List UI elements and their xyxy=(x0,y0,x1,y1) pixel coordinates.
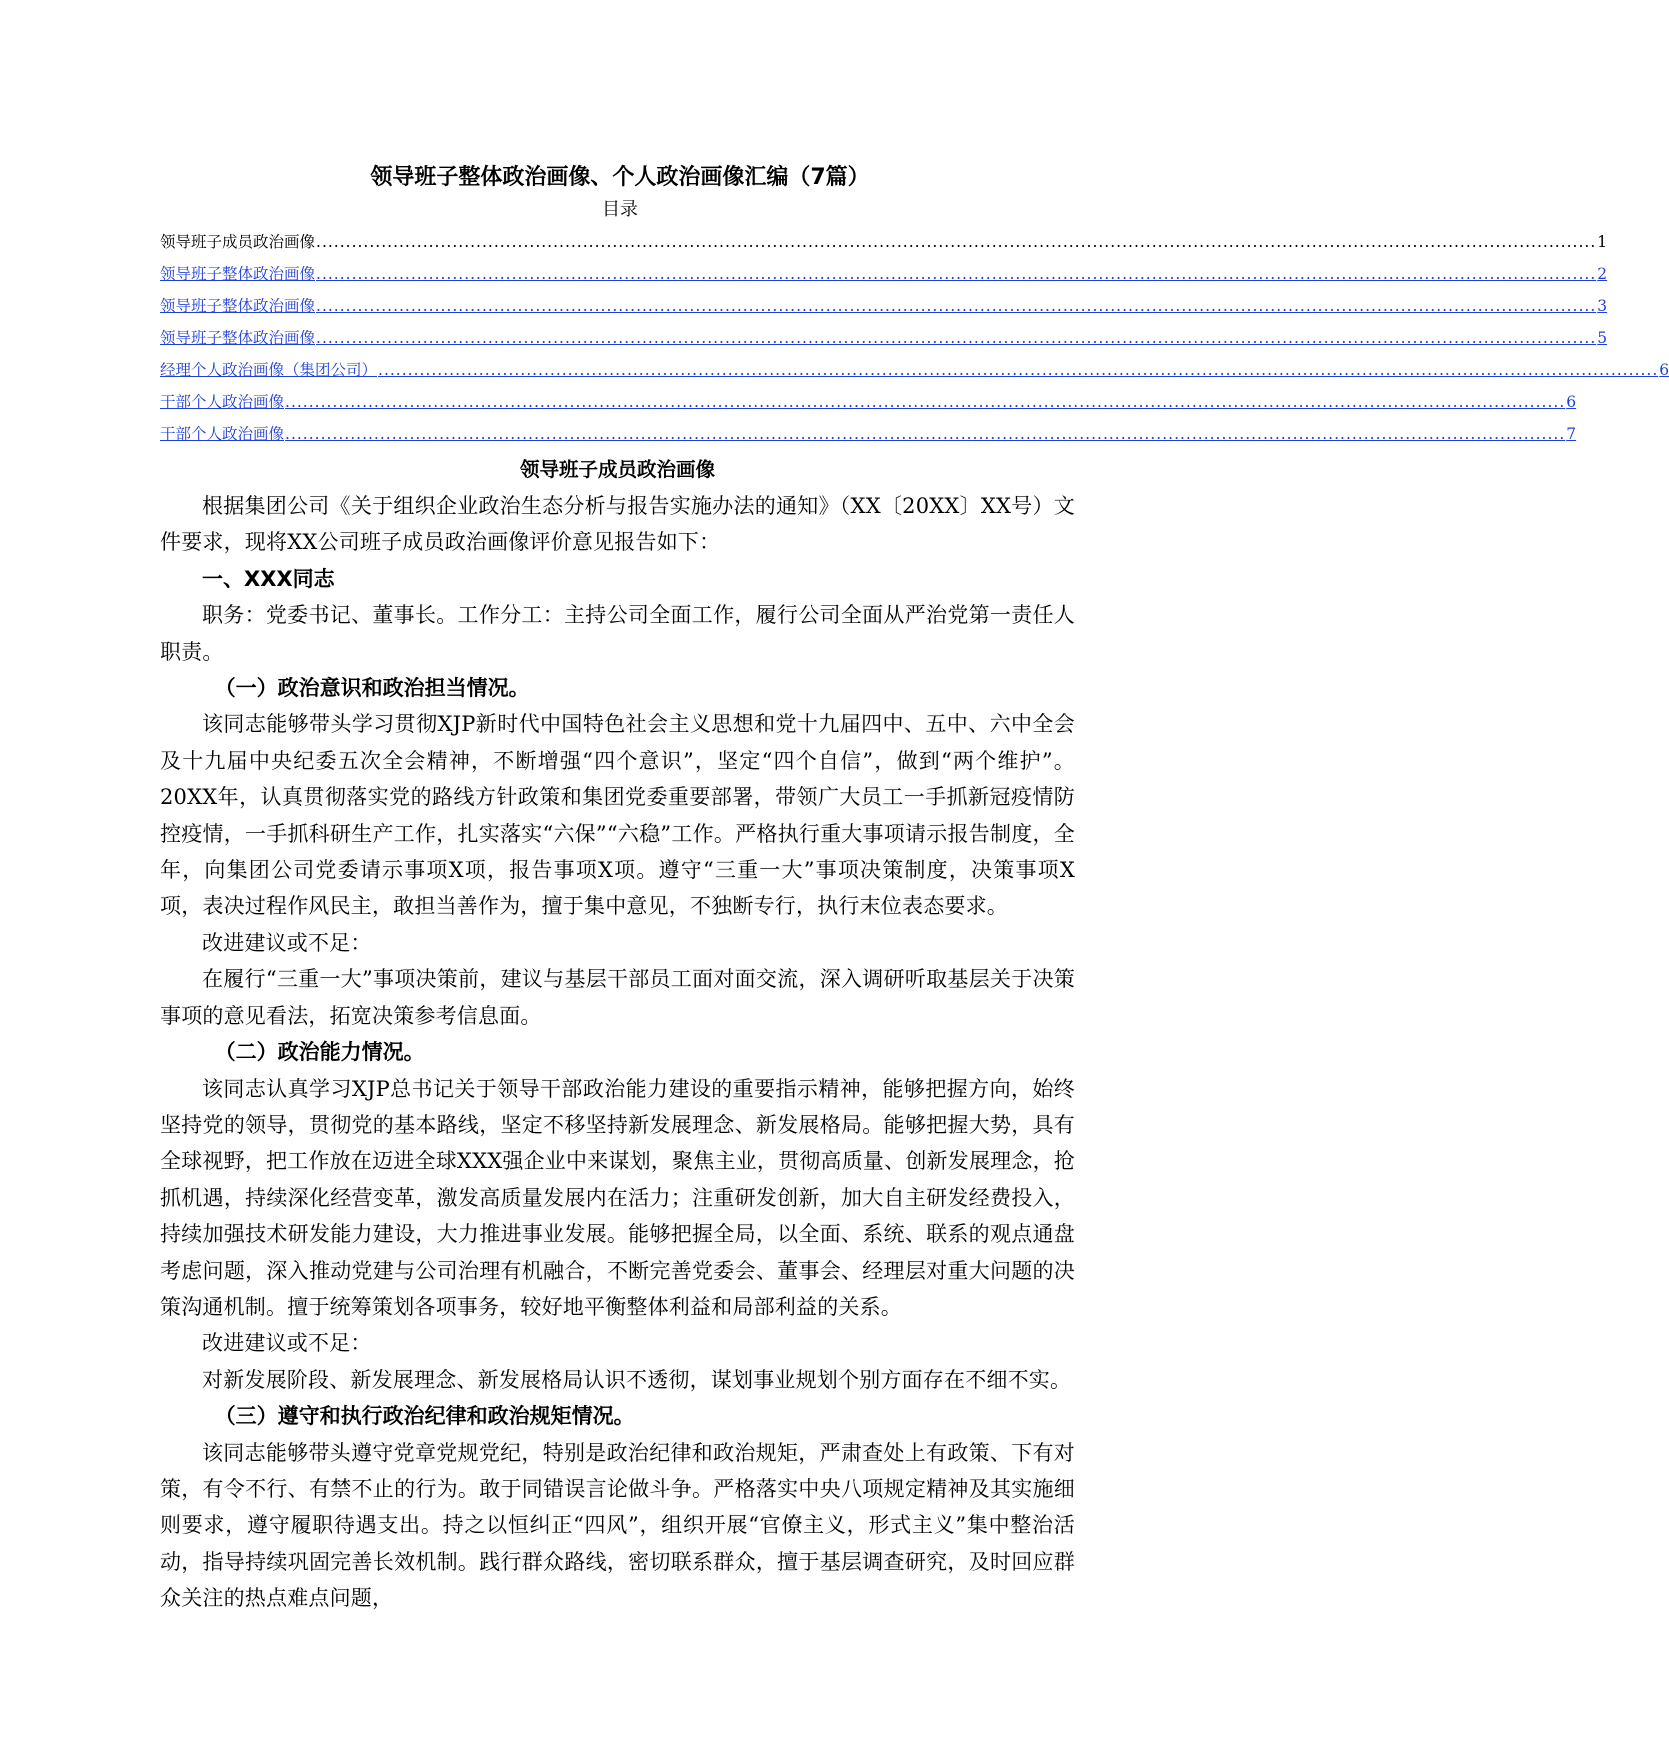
toc-entry-page: 6 xyxy=(1566,393,1577,411)
toc-entry-title: 干部个人政治画像 xyxy=(160,393,285,411)
toc-leader: ........................................................................................................................................................................................................................ xyxy=(316,265,1597,283)
toc-entry-page: 3 xyxy=(1597,297,1608,315)
advice-paragraph: 在履行“三重一大”事项决策前，建议与基层干部员工面对面交流，深入调研听取基层关于决策事项的意见看法，拓宽决策参考信息面。 xyxy=(160,967,1075,1028)
toc-entry-page: 2 xyxy=(1597,265,1608,283)
toc-leader: ........................................................................................................................................................................................................................ xyxy=(316,233,1597,251)
toc-entry-title: 经理个人政治画像（集团公司） xyxy=(160,361,378,379)
document-body xyxy=(160,452,1075,1617)
toc-entry-page: 5 xyxy=(1597,329,1608,347)
body-paragraph: 该同志能够带头遵守党章党规党纪，特别是政治纪律和政治规矩，严肃查处上有政策、下有对策，有令不行、有禁不止的行为。敢于同错误言论做斗争。严格落实中央八项规定精神及其实施细则要求，遵守履职待遇支出。持之以恒纠正“四风”，组织开展“官僚主义，形式主义”集中整治活动，指导持续巩固完善长效机制。践行群众路线，密切联系群众，擅于基层调查研究，及时回应群众关注的热点难点问题， xyxy=(160,1440,1075,1611)
advice-paragraph: 对新发展阶段、新发展理念、新发展格局认识不透彻，谋划事业规划个别方面存在不细不实。 xyxy=(202,1367,1072,1392)
section-title: 领导班子成员政治画像 xyxy=(519,458,715,481)
advice-label: 改进建议或不足： xyxy=(202,1331,372,1356)
toc-leader: ........................................................................................................................................................................................................................ xyxy=(316,297,1597,315)
toc-entry-page: 6 xyxy=(1659,361,1669,379)
toc-entry-link[interactable] xyxy=(160,386,1577,418)
document-title: 领导班子整体政治画像、个人政治画像汇编（7篇） xyxy=(370,165,870,190)
subsection-heading: （一）政治意识和政治担当情况。 xyxy=(214,676,530,701)
toc-entry-link[interactable] xyxy=(160,290,1608,322)
toc-entry-title: 领导班子整体政治画像 xyxy=(160,329,316,347)
toc-entry[interactable] xyxy=(160,226,1608,258)
intro-paragraph: 根据集团公司《关于组织企业政治生态分析与报告实施办法的通知》（XX〔20XX〕XX号）文件要求，现将XX公司班子成员政治画像评价意见报告如下： xyxy=(160,494,1075,555)
toc-entry-link[interactable] xyxy=(160,418,1577,450)
toc-entry-page: 1 xyxy=(1597,233,1608,251)
person-heading: 一、XXX同志 xyxy=(202,566,335,591)
toc-entry-title: 领导班子整体政治画像 xyxy=(160,297,316,315)
advice-label: 改进建议或不足： xyxy=(202,930,372,955)
toc-entry-link[interactable] xyxy=(160,354,1669,386)
toc-leader: ........................................................................................................................................................................................................................ xyxy=(316,329,1597,347)
duty-paragraph: 职务：党委书记、董事长。工作分工：主持公司全面工作，履行公司全面从严治党第一责任人职责。 xyxy=(160,603,1075,664)
toc-entry-title: 领导班子整体政治画像 xyxy=(160,265,316,283)
toc-entry-link[interactable] xyxy=(160,322,1608,354)
toc-entry-link[interactable] xyxy=(160,258,1608,290)
body-paragraph: 该同志能够带头学习贯彻XJP新时代中国特色社会主义思想和党十九届四中、五中、六中全会及十九届中央纪委五次全会精神，不断增强“四个意识”，坚定“四个自信”，做到“两个维护”。20XX年，认真贯彻落实党的路线方针政策和集团党委重要部署，带领广大员工一手抓新冠疫情防控疫情，一手抓科研生产工作，扎实落实“六保”“六稳”工作。严格执行重大事项请示报告制度，全年，向集团公司党委请示事项X项，报告事项X项。遵守“三重一大”事项决策制度，决策事项X项，表决过程作风民主，敢担当善作为，擅于集中意见，不独断专行，执行末位表态要求。 xyxy=(160,712,1075,919)
toc-heading: 目录 xyxy=(602,199,638,220)
subsection-heading: （三）遵守和执行政治纪律和政治规矩情况。 xyxy=(214,1404,635,1429)
toc-leader: ........................................................................................................................................................................................................................ xyxy=(378,361,1659,379)
body-paragraph: 该同志认真学习XJP总书记关于领导干部政治能力建设的重要指示精神，能够把握方向，始终坚持党的领导，贯彻党的基本路线，坚定不移坚持新发展理念、新发展格局。能够把握大势，具有全球视野，把工作放在迈进全球XXX强企业中来谋划，聚焦主业，贯彻高质量、创新发展理念，抢抓机遇，持续深化经营变革，激发高质量发展内在活力；注重研发创新，加大自主研发经费投入，持续加强技术研发能力建设，大力推进事业发展。能够把握全局，以全面、系统、联系的观点通盘考虑问题，深入推动党建与公司治理有机融合，不断完善党委会、董事会、经理层对重大问题的决策沟通机制。擅于统筹策划各项事务，较好地平衡整体利益和局部利益的关系。 xyxy=(160,1076,1075,1319)
toc-leader: ........................................................................................................................................................................................................................ xyxy=(285,425,1566,443)
toc-entry-title: 领导班子成员政治画像 xyxy=(160,233,316,251)
toc-entry-page: 7 xyxy=(1566,425,1577,443)
toc-entry-title: 干部个人政治画像 xyxy=(160,425,285,443)
table-of-contents xyxy=(160,226,1669,450)
toc-leader: ........................................................................................................................................................................................................................ xyxy=(285,393,1566,411)
subsection-heading: （二）政治能力情况。 xyxy=(214,1040,425,1065)
